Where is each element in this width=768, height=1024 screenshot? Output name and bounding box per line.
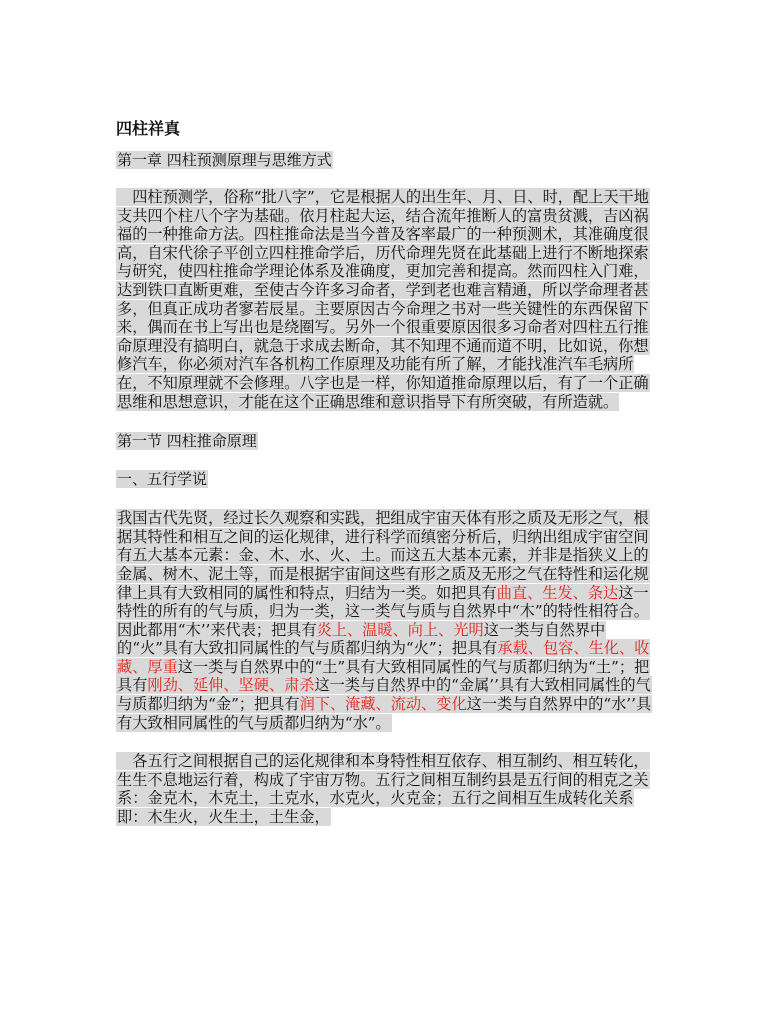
intro-text: 四柱预测学，俗称“批八字”，它是根据人的出生年、月、日、时，配上天干地支共四个柱八个字为基础。依月柱起大运，结合流年推断人的富贵贫溅，吉凶祸福的一种推命方法。四柱推命法是当今普及客率最广的一种预测术，其准确度很高，自宋代徐子平创立四柱推命学后，历代命理先贤在此基础上进行不断地探索与研究，使四柱推命学理论体系及准确度，更加完善和提高。然而四柱入门难，达到铁口直断更难，至使古今许多习命者，学到老也难言精通，所以学命理者甚多，但真正成功者寥若辰星。主要原因古今命理之书对一些关键性的东西保留下来，偶而在书上写出也是绕圈写。另外一个很重要原因很多习命者对四柱五行推命原理没有搞明白，就急于求成去断命，其不知理不通而道不明，比如说，你想修汽车，你必须对汽车各机构工作原理及功能有所了解，才能找准汽车毛病所在，不知原理就不会修理。八字也是一样，你知道推命原理以后，有了一个正确思维和思想意识，才能在这个正确思维和意识指导下有所突破，有所造就。 xyxy=(117,188,649,411)
section-heading xyxy=(116,431,656,451)
intro-paragraph-text xyxy=(116,188,650,411)
wuxing-text-6: 这一类与自然界中的“水’’具有大致相同属性的气与质都归纳为“水”。 xyxy=(117,695,652,732)
relations-text: 各五行之间根据自己的运化规律和本身特性相互依存、相互制约、相互转化，生生不息地运行着，构成了宇宙万物。五行之间相互制约县是五行间的相克之关系：金克木，木克土，土克水，水克火，火克金；五行之间相互生成转化关系即：木生火，火生土，土生金， xyxy=(117,752,649,827)
wuxing-text-1: 我国古代先贤，经过长久观察和实践，把组成宇宙天体有形之质及无形之气，根据其特性和相互之间的运化规律，进行科学而缜密分析后，归纳出组成宇宙空间有五大基本元素：金、木、水、火、土。而这五大基本元素，并非是指狭义上的金属、树木、泥土等，而是根据宇宙间这些有形之质及无形之气在特性和运化规律上具有大致相同的属性和特点，归结为一类。如把具有 xyxy=(117,509,649,602)
intro-paragraph xyxy=(116,188,656,411)
relations-paragraph-text xyxy=(116,752,650,826)
section-heading-text: 第一节 四柱推命原理 xyxy=(117,432,257,451)
wuxing-text-5: 这一类与自然界中的“金属’’具有大致相同属性的气与质都归纳为“金”；把具有 xyxy=(117,676,651,714)
wood-attributes: 曲直、生发、条达 xyxy=(496,583,619,602)
document-title: 四柱祥真 xyxy=(116,119,181,138)
earth-attributes: 承载、包容、生化、收藏、厚重 xyxy=(117,639,650,676)
document-page xyxy=(116,118,656,847)
relations-paragraph xyxy=(116,752,656,826)
wuxing-paragraph-text xyxy=(116,509,652,732)
subsection-heading xyxy=(116,469,656,489)
subsection-heading-text: 一、五行学说 xyxy=(117,470,208,489)
wuxing-text-4: 这一类与自然界中的“土”具有大致相同属性的气与质都归纳为“土”；把具有 xyxy=(117,657,650,695)
fire-attributes: 炎上、温暖、向上、光明 xyxy=(316,620,484,639)
wuxing-text-3: 这一类与自然界中的“火”具有大致扣同属性的气与质都归纳为“火”；把具有 xyxy=(117,620,606,658)
chapter-heading-text: 第一章 四柱预测原理与思维方式 xyxy=(117,151,332,169)
metal-attributes: 刚劲、延伸、坚硬、肃杀 xyxy=(147,676,315,695)
water-attributes: 润下、淹藏、流动、变化 xyxy=(299,695,467,714)
wuxing-paragraph xyxy=(116,509,656,732)
chapter-heading xyxy=(116,150,656,170)
wuxing-text-2: 这一特性的所有的气与质，归为一类，这一类气与质与自然界中“木”的特性相符合。因此都用“木’’来代表；把具有 xyxy=(117,583,649,639)
